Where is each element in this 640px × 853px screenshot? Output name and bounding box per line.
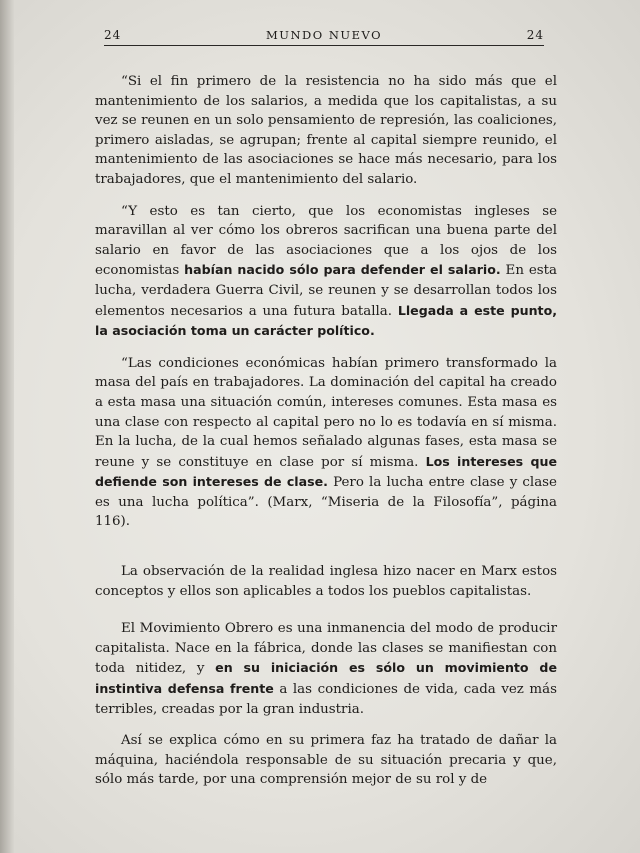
text-segment: La observación de la realidad inglesa hizo nacer en Marx estos conceptos y ellos son aplicables a todos los pueblos capitalistas. [95,564,557,599]
bold-segment: Llegada a este punto, la asociación toma un carácter político. [95,302,558,339]
running-title: MUNDO NUEVO [265,28,382,42]
page-number-left: 24 [104,28,122,42]
text-segment: En esta lucha, verdadera Guerra Civil, se reunen y se desarrollan todos los elementos necesarios a una futura batalla. [95,263,557,319]
paragraph-3 [95,354,557,532]
paragraph-2 [95,202,557,342]
paragraph-6 [95,731,557,790]
running-header [104,28,544,46]
page-edge-shadow [0,0,14,853]
text-segment: “Si el fin primero de la resistencia no ha sido más que el mantenimiento de los salarios, a medida que los capitalistas, a su vez se reunen en un solo pensamiento de represión, las coaliciones, primero aisladas, se agrupan; frente al capital siempre reunido, el mantenimiento de las asociaciones se hace más necesario, para los trabajadores, que el mantenimiento del salario. [95,74,557,187]
text-segment: “Las condiciones económicas habían primero transformado la masa del país en trabajadores. La dominación del capital ha creado a esta masa una situación común, intereses comunes. Esta masa es una clase con respecto al capital pero no lo es todavía en sí misma. En la lucha, de la cual hemos señalado algunas fases, esta masa se reune y se constituye en clase por sí misma. [95,355,557,470]
paragraph-1 [95,72,557,190]
text-segment: Así se explica cómo en su primera faz ha tratado de dañar la máquina, haciéndola responsable de su situación precaria y que, sólo más tarde, por una comprensión mejor de su rol y de [95,733,557,788]
text-segment: El Movimiento Obrero es una inmanencia del modo de producir capitalista. Nace en la fábrica, donde las clases se manifiestan con toda nitidez, y [95,621,557,677]
page-number-right: 24 [526,28,544,42]
body-text [95,72,557,802]
bold-segment: habían nacido sólo para defender el salario. [184,262,501,278]
bold-segment: en su iniciación es sólo un movimiento de instintiva defensa frente [95,660,557,697]
paragraph-5 [95,619,557,719]
text-segment: “Y esto es tan cierto, que los economistas ingleses se maravillan al ver cómo los obreros sacrifican una buena parte del salario en favor de las asociaciones que a los ojos de los economistas [95,203,557,279]
paragraph-4 [95,562,557,601]
text-segment: a las condiciones de vida, cada vez más terribles, creadas por la gran industria. [95,682,557,717]
bold-segment: Los intereses que defiende son intereses de clase. [95,453,557,490]
text-segment: Pero la lucha entre clase y clase es una lucha política”. (Marx, “Miseria de la Filosofía”, página 116). [95,475,557,530]
